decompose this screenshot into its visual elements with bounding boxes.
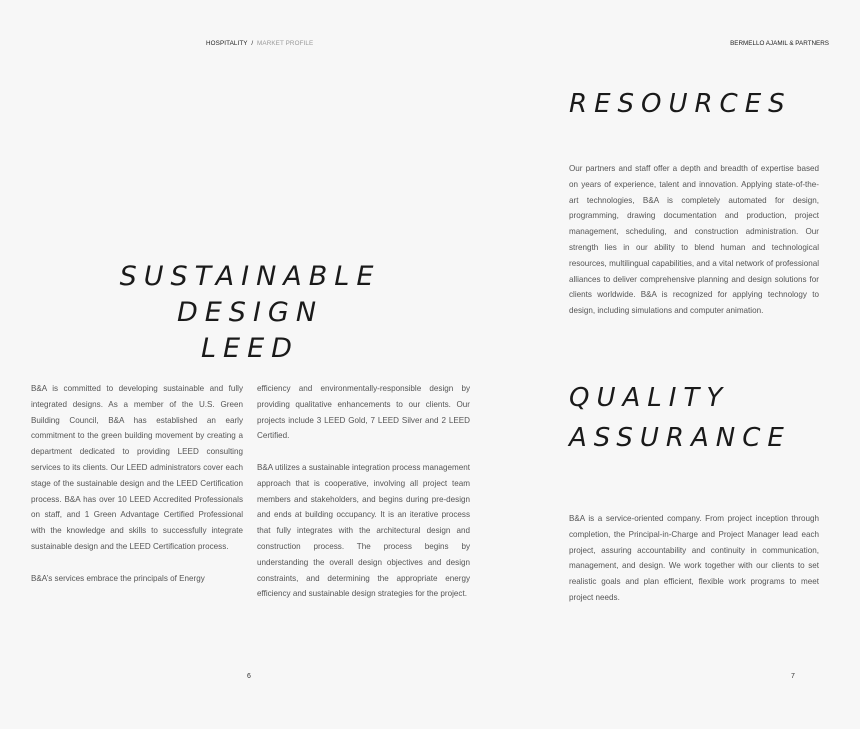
header-separator: / (251, 40, 254, 47)
qa-title-line-1: QUALITY (569, 383, 730, 413)
header-subsection: MARKET PROFILE (257, 40, 314, 47)
qa-title-line-2: ASSURANCE (569, 423, 791, 453)
title-line-1: SUSTAINABLE DESIGN (119, 261, 381, 328)
page-number-left: 6 (247, 673, 251, 680)
resources-body: Our partners and staff offer a depth and breadth of expertise based on years of experience, talent and innovation. Applying state-of-the-art technologies, B&A is completely automated for design, programming, drawing documentation and production, project management, scheduling, and construction administration. Our strength lies in our ability to blend human and technological resources, multilingual capabilities, and a vital network of professional alliances to deliver comprehensive planning and design solutions for clients worldwide. B&A is recognized for applying technology to design, including simulations and computer animation. (569, 164, 819, 316)
quality-assurance-body: B&A is a service-oriented company. From project inception through completion, the Principal-in-Charge and Project Manager lead each project, assuring accountability and continuity in communication, management, and design. We work together with our clients to set realistic goals and plan efficient, flexible work programs to meet project needs. (569, 514, 819, 602)
text-column-1 (31, 381, 243, 602)
title-line-2: LEED (201, 333, 299, 364)
company-header: BERMELLO AJAMIL & PARTNERS (730, 40, 829, 47)
running-header (206, 40, 313, 47)
header-section: HOSPITALITY (206, 40, 248, 47)
paragraph: efficiency and environmentally-responsible design by providing qualitative enhancements to our clients. Our projects include 3 LEED Gold, 7 LEED Silver and 2 LEED Certified. (257, 384, 470, 441)
quality-assurance-title (569, 378, 791, 458)
resources-title: RESOURCES (569, 89, 792, 119)
paragraph: B&A utilizes a sustainable integration process management approach that is cooperative, involving all project team members and stakeholders, and begins during pre-design and ends at building occupancy. It is an iterative process that fully integrates with the architectural design and construction process. The process begins by understanding the overall design objectives and design constraints, and determining the appropriate energy efficiency and sustainable design strategies for the project. (257, 462, 470, 599)
sustainable-design-title (40, 259, 460, 367)
page-number-right: 7 (791, 673, 795, 680)
paragraph: B&A’s services embrace the principals of Energy (31, 573, 205, 583)
text-column-2 (257, 381, 470, 618)
paragraph: B&A is committed to developing sustainable and fully integrated designs. As a member of the U.S. Green Building Council, B&A has established an early commitment to the green building movement by creating a department dedicated to providing LEED consulting services to its clients. Our LEED administrators cover each stage of the sustainable design and the LEED Certification process. B&A has over 10 LEED Accredited Professionals on staff, and 1 Green Advantage Certified Professional with the knowledge and skills to successfully integrate sustainable design and the LEED Certification process. (31, 384, 243, 551)
